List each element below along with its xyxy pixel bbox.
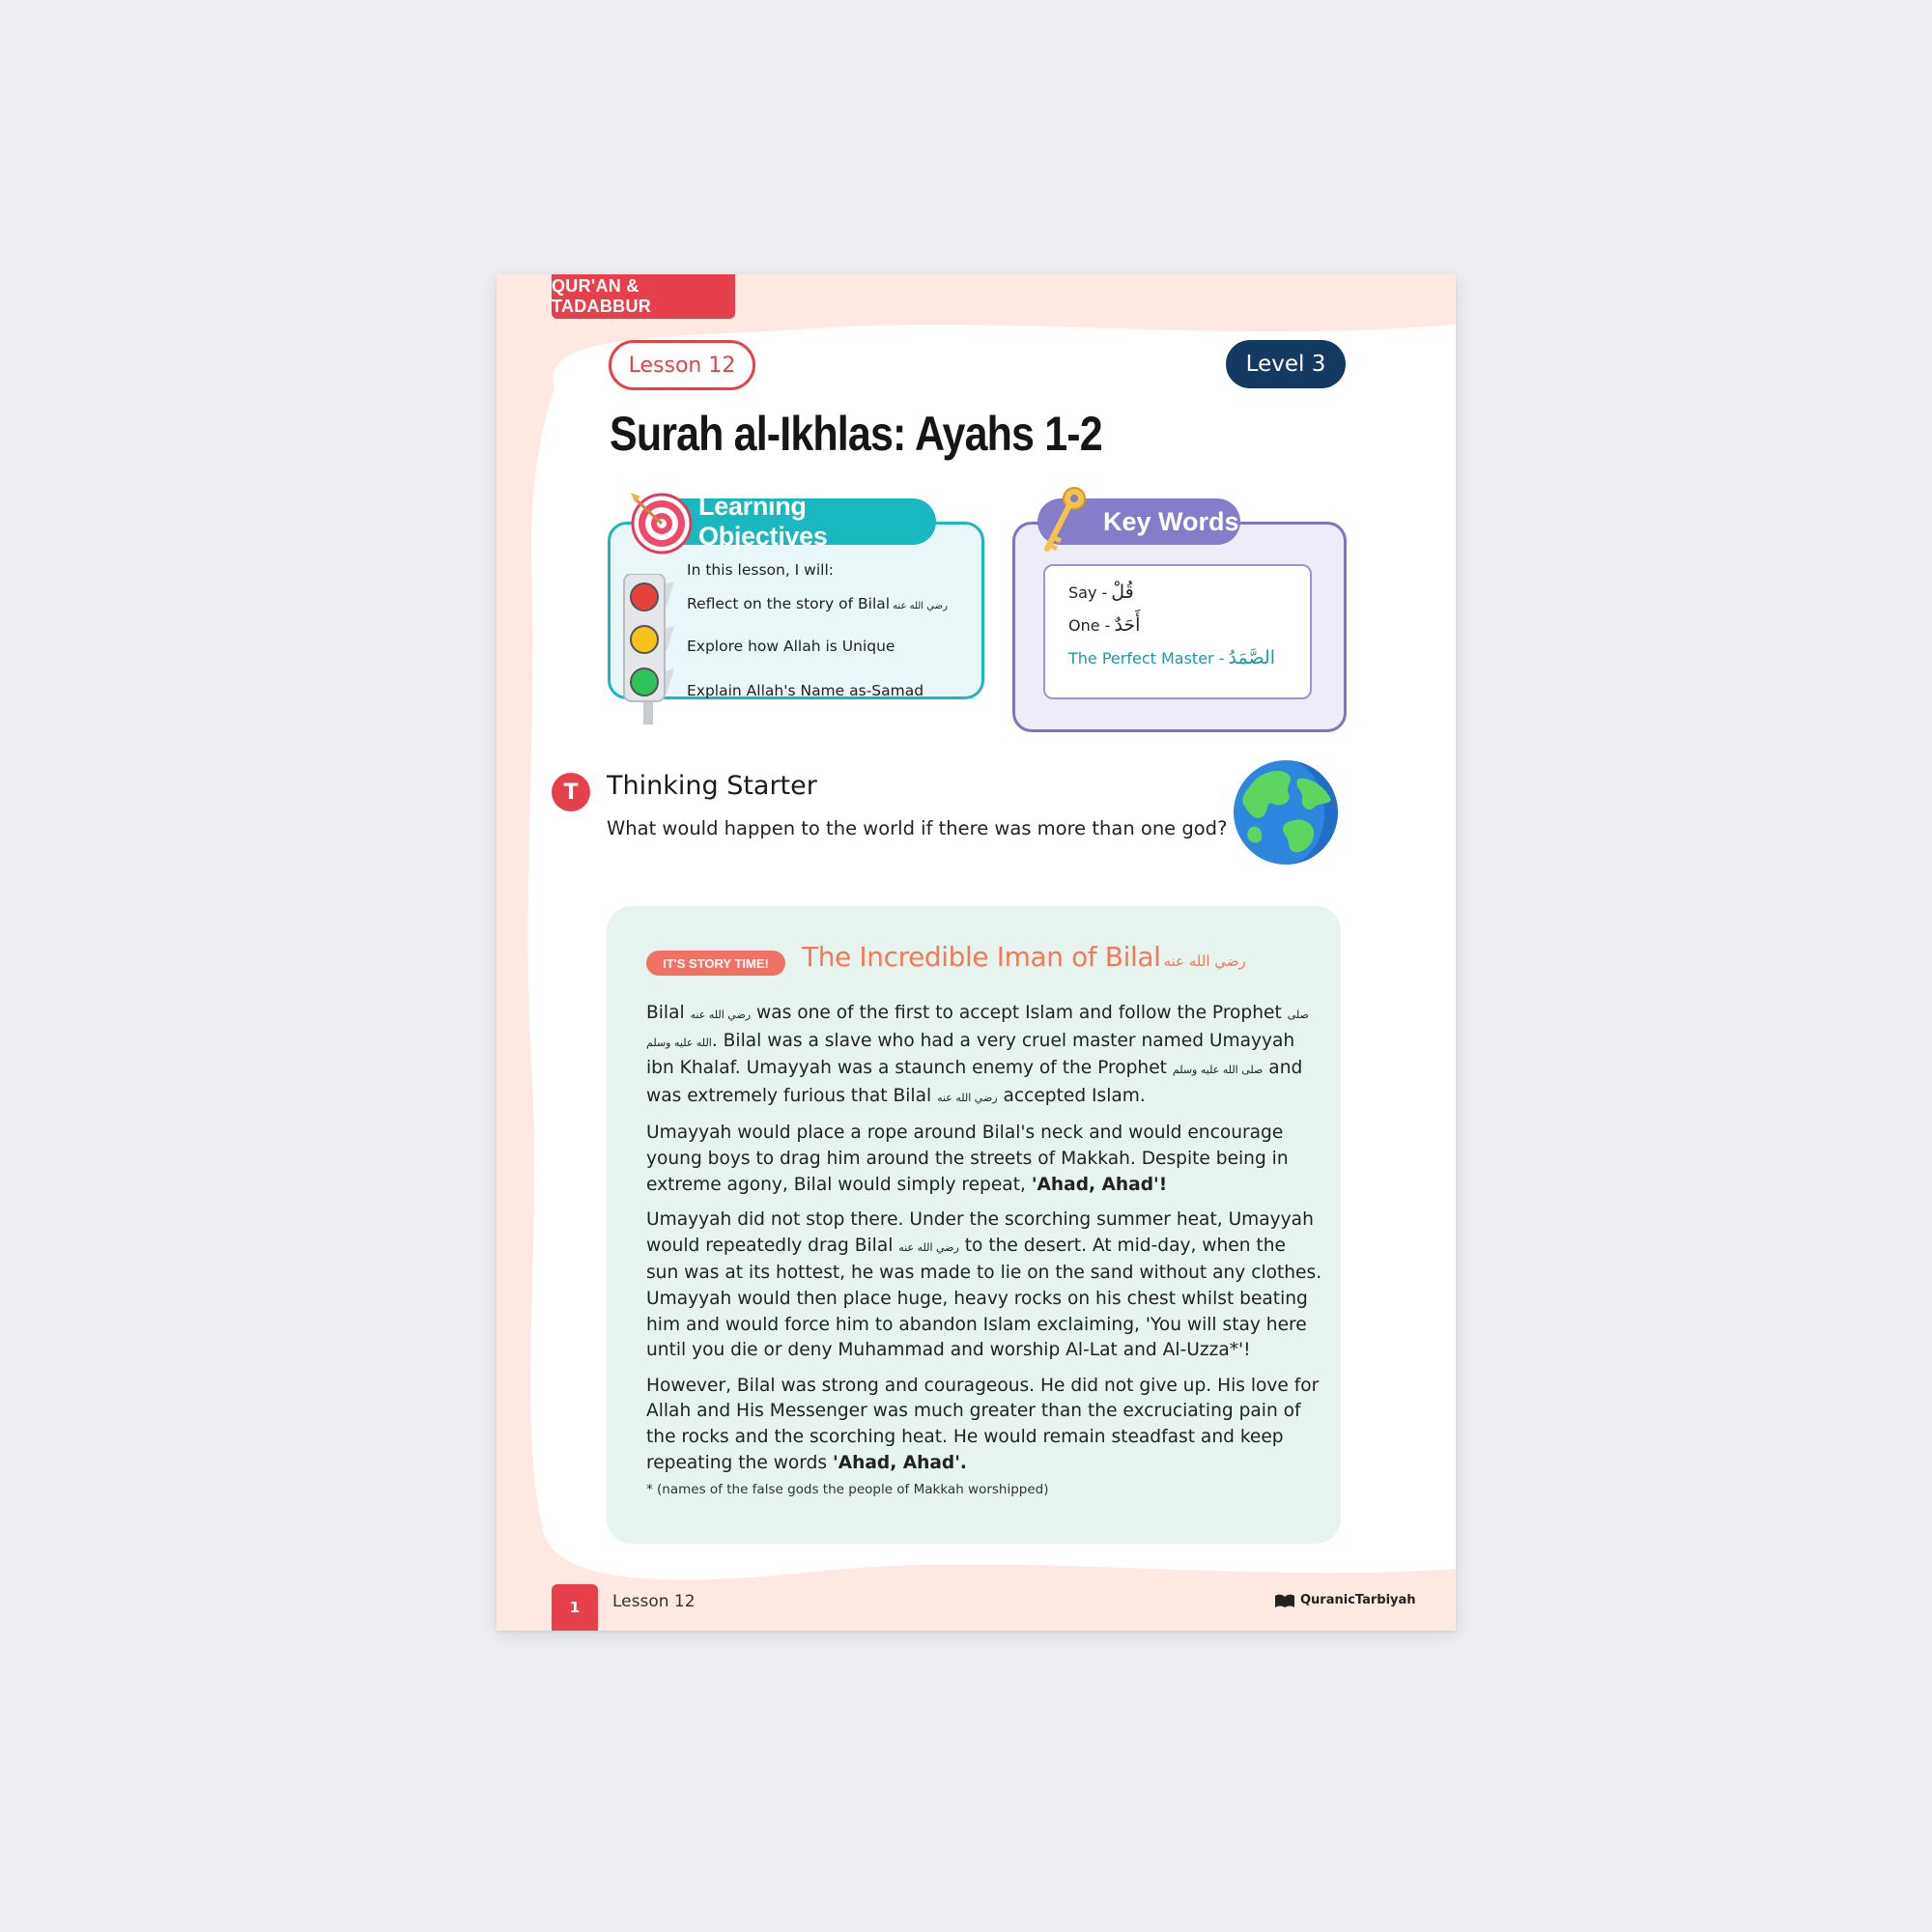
objective-text: Reflect on the story of Bilal: [687, 595, 891, 612]
objective-item: [687, 682, 923, 699]
target-icon: [627, 489, 695, 556]
objective-text: Explore how Allah is Unique: [687, 638, 895, 655]
story-text: and was extremely furious that Bilal: [646, 1058, 1303, 1106]
worksheet-page: [497, 274, 1456, 1631]
objective-honorific: رضي الله عنه: [893, 601, 948, 611]
story-time-tag: IT'S STORY TIME!: [646, 951, 785, 976]
thinking-starter-title: Thinking Starter: [607, 771, 817, 801]
footer-lesson: Lesson 12: [612, 1592, 696, 1611]
story-body: [646, 1001, 1322, 1486]
key-icon: [1036, 485, 1090, 556]
story-text: Umayyah would place a rope around Bilal's neck and would encourage young boys to drag him around the streets of Makkah. Despite being in extreme agony, Bilal would simply repeat,: [646, 1122, 1289, 1195]
story-footnote: * (names of the false gods the people of Makkah worshipped): [646, 1482, 1049, 1497]
key-word-item: [1068, 614, 1140, 636]
objective-item: [687, 595, 948, 612]
globe-icon: [1231, 757, 1341, 867]
story-text: However, Bilal was strong and courageous. He did not give up. His love for Allah and His Messenger was much greater than the excruciating pain of the rocks and the scorching heat. He would remain steadfast and keep repeating the words: [646, 1375, 1320, 1473]
lesson-pill: Lesson 12: [609, 340, 755, 390]
key-word-arabic: قُلْ: [1111, 582, 1134, 603]
brand-logo: [1275, 1593, 1416, 1607]
story-text: to the desert. At mid-day, when the sun was at its hottest, he was made to lie on the sand without any clothes. Umayyah would then place huge, heavy rocks on his chest whilst beating him and would force him to abandon Islam exclaiming, 'You will stay here until you die or deny Muhammad and worship Al-Lat and Al-Uzza*'!: [646, 1235, 1322, 1361]
story-emphasis: 'Ahad, Ahad'.: [833, 1452, 967, 1473]
key-word-arabic: الصَّمَدُ: [1228, 647, 1275, 668]
book-icon: [1275, 1594, 1294, 1607]
thinking-starter-badge: T: [552, 773, 590, 811]
key-words-heading: Key Words: [1037, 498, 1240, 545]
story-text: accepted Islam.: [1003, 1085, 1146, 1106]
story-paragraph: [646, 1374, 1322, 1476]
key-word-item: [1068, 582, 1134, 603]
subject-tag: QUR'AN & TADABBUR: [552, 274, 735, 319]
story-title: [802, 941, 1246, 973]
traffic-light-yellow: [631, 626, 658, 653]
story-emphasis: 'Ahad, Ahad'!: [1031, 1174, 1168, 1195]
objective-text: Explain Allah's Name as-Samad: [687, 682, 924, 699]
page-title: Surah al-Ikhlas: Ayahs 1-2: [610, 407, 1102, 461]
level-pill: Level 3: [1226, 340, 1346, 388]
story-text: was one of the first to accept Islam and follow the Prophet: [756, 1003, 1282, 1023]
key-word-english: One -: [1068, 616, 1111, 635]
story-text: . Bilal was a slave who had a very cruel master named Umayyah ibn Khalaf. Umayyah was a staunch enemy of the Prophet: [646, 1030, 1295, 1079]
objective-item: [687, 638, 895, 655]
story-text: Bilal: [646, 1003, 685, 1023]
traffic-light-icon: [618, 574, 680, 724]
story-title-text: The Incredible Iman of Bilal: [802, 941, 1161, 973]
story-paragraph: [646, 1001, 1322, 1111]
key-word-english: The Perfect Master -: [1068, 649, 1225, 668]
honorific: صلى الله عليه وسلم: [646, 1009, 1309, 1049]
key-word-english: Say -: [1068, 583, 1108, 602]
traffic-light-green: [631, 668, 658, 696]
story-title-honorific: رضي الله عنه: [1163, 952, 1246, 970]
brand-name: QuranicTarbiyah: [1300, 1593, 1416, 1607]
honorific: صلى الله عليه وسلم: [1172, 1064, 1264, 1077]
page-number: 1: [552, 1584, 598, 1631]
traffic-light-red: [631, 583, 658, 611]
story-text: Umayyah did not stop there. Under the scorching summer heat, Umayyah would repeatedly drag Bilal: [646, 1209, 1314, 1256]
key-word-arabic: أَحَدٌ: [1114, 614, 1141, 636]
learning-objectives-heading: Learning Objectives: [637, 498, 936, 545]
key-word-item: [1068, 647, 1275, 668]
honorific: رضي الله عنه: [690, 1009, 752, 1021]
honorific: رضي الله عنه: [898, 1240, 959, 1254]
story-paragraph: [646, 1208, 1322, 1364]
thinking-starter-question: What would happen to the world if there was more than one god?: [607, 817, 1228, 839]
objectives-intro: In this lesson, I will:: [687, 561, 835, 579]
honorific: رضي الله عنه: [937, 1091, 998, 1104]
story-paragraph: [646, 1121, 1322, 1198]
